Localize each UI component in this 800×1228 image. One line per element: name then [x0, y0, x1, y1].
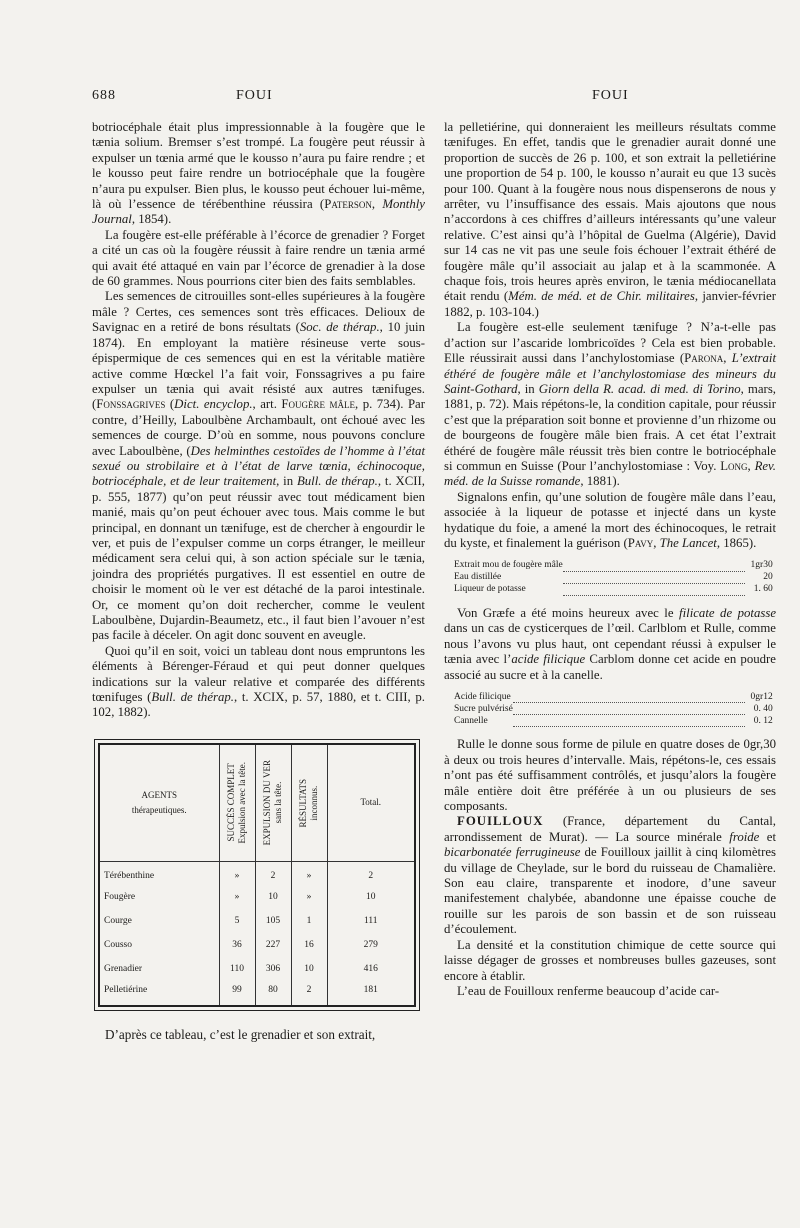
running-head-right: FOUI [592, 88, 629, 103]
recipe-table [454, 559, 773, 596]
table-cell: 10 [327, 886, 415, 910]
ingredient-label: Liqueur de potasse [454, 584, 526, 595]
header-text: RÉSULTATS inconnus. [298, 778, 319, 828]
paragraph: D’après ce tableau, c’est le grenadier et son extrait, [105, 1026, 376, 1042]
dot-leader [513, 688, 745, 700]
recipe-table [454, 691, 773, 728]
ingredient-label: Cannelle [454, 715, 488, 726]
paragraph: Rulle le donne sous forme de pilule en quatre doses de 0gr,30 à deux ou trois heures d’intervalle. Mais, répétons-le, ces essais n’ont pas été suffisamment contrôlés, et jusqu’alors la fougère mâle entière doit être préférée à un ou plusieurs de ses composants. [444, 737, 776, 814]
paragraph: Les semences de citrouilles sont-elles supérieures à la fougère mâle ? Certes, ces semences sont très efficaces. Delioux de Savignac en a retiré de bons résultats (Soc. de thérap., 10 juin 1874). En employant la matière résineuse verte sous-épispermique de ces semences qui en est la véritable matière active comme Hœckel l’a fait voir, Fonssagrives a pu faire expulser un tænia qui avait résisté aux autres tænifuges. (Fonssagrives (Dict. encyclop., art. Fougère mâle, p. 734). Par contre, d’Heilly, Laboulbène Archambault, ont échoué avec les semences de courge. D’où en somme, nous pouvons conclure avec Laboulbène, (Des helminthes cestoïdes de l’homme à l’état sexué ou strobilaire et à l’état de larve tœnia, échinocoque, botriocéphale, et de leur traitement, in Bull. de thérap., t. XCII, p. 555, 1877) qu’on peut réussir avec tout médicament bien manié, mais qu’on peut échouer avec tous. Mais comme le but principal, en donnant un tænifuge, est de chercher à engourdir le ver, et puis de l’expulser comme un corps étranger, le meilleur médicament sera celui qui, à son action spéciale sur le tænia, joindra des propriétés purgatives. Il est essentiel en outre de choisir le moment où le ver est détaché de la paroi intestinale. Or, ce moment qu’on doit rechercher, comme le veulent Laboulbène, Dujardin-Beaumetz, etc., il faut bien l’avouer n’est pas facile à déceler. On agit donc souvent en aveugle. [92, 289, 426, 643]
table-row [99, 910, 415, 934]
table-cell: 36 [219, 934, 255, 958]
ingredient-quantity: 0gr12 [750, 691, 773, 702]
ingredient-label: Acide filicique [454, 691, 511, 702]
table-cell: 80 [255, 982, 291, 1006]
ingredient-label: Eau distillée [454, 572, 502, 583]
table-cell: 2 [291, 982, 327, 1006]
table-cell: 2 [255, 862, 291, 886]
header-text: SUCCÈS COMPLET Expulsion avec la tête. [226, 762, 247, 844]
agent-name-cell: Grenadier [99, 958, 219, 982]
taenifuge-table [98, 743, 416, 1007]
table-header-cell [327, 744, 415, 862]
recipe-line [454, 715, 773, 727]
ingredient-quantity: 1gr30 [750, 560, 773, 571]
table-cell: » [219, 886, 255, 910]
recipe-line [454, 583, 773, 595]
table-cell: 105 [255, 910, 291, 934]
paragraph: La fougère est-elle préférable à l’écorce de grenadier ? Forget a cité un cas où la fougère réussit à faire rendre un tænia armé qui avait été attaqué en vain par l’écorce de grenadier à la dose de 60 grammes. Nous pourrions citer bien des faits semblables. [92, 227, 425, 289]
table-cell: 227 [255, 934, 291, 958]
table-cell: » [219, 862, 255, 886]
table-row [99, 862, 415, 886]
table-cell: 111 [327, 910, 415, 934]
table-cell: 181 [327, 982, 415, 1006]
table-cell: » [291, 862, 327, 886]
table-cell: 279 [327, 934, 415, 958]
table-cell: 2 [327, 862, 415, 886]
page-number: 688 [92, 88, 116, 103]
ingredient-quantity: 1. 60 [753, 584, 773, 595]
dot-leader [513, 700, 745, 712]
paragraph: Quoi qu’il en soit, voici un tableau dont nous empruntons les éléments à Bérenger-Féraud et qui peut donner quelques indications sur la valeur relative et comparée des différents tœnifuges (Bull. de thérap., t. XCIX, p. 57, 1880, et t. CIII, p. 102, 1882). [92, 643, 425, 720]
table-cell: 16 [291, 934, 327, 958]
dot-leader [513, 712, 745, 724]
agent-name-cell: Fougère [99, 886, 219, 910]
table-cell: 110 [219, 958, 255, 982]
table-header-cell [291, 744, 327, 862]
agent-name-cell: Cousso [99, 934, 219, 958]
paragraph: FOUILLOUX (France, département du Cantal, arrondissement de Murat). — La source minérale froide et bicarbonatée ferrugineuse de Fouilloux jaillit à cinq kilomètres du village de Cheylade, sur le bord du ruisseau de Chamalière. Son eau claire, transparente et inodore, d’une saveur manifestement chalybée, abandonne une épaisse couche de rouille sur les parois de son bassin et de son ruisseau d’écoulement. [444, 814, 777, 937]
table-cell: 416 [327, 958, 415, 982]
table-row [99, 886, 415, 910]
left-column [92, 120, 425, 1042]
table-header-cell [99, 744, 219, 862]
dot-leader [563, 568, 745, 580]
header-text: EXPULSION DU VER sans la tête. [262, 760, 283, 846]
ingredient-quantity: 0. 40 [753, 703, 773, 714]
right-column [444, 120, 776, 999]
table-cell: 10 [255, 886, 291, 910]
ingredient-quantity: 0. 12 [753, 715, 773, 726]
header-text: Total. [360, 797, 382, 808]
paragraph: Von Græfe a été moins heureux avec le filicate de potasse dans un cas de cysticerques de l’œil. Carlblom et Rulle, comme nous l’avons vu plus haut, ont cependant réussi à expulser le tænia avec l’acide filicique Carblom donne cet acide en poudre associé au sucre et à la canelle. [444, 605, 777, 682]
table-cell: » [291, 886, 327, 910]
paragraph: botriocéphale était plus impressionnable à la fougère que le tænia solium. Bremser s’est trompé. La fougère peut réussir à expulser un tœnia armé que le kousso n’aura pu faire rendre ; et le kousso peut faire rendre un botriocéphale que la fougère n’aura pu expulser. Bien plus, le kousso peut échouer lui-même, là où l’essence de térébenthine réussira (Paterson, Monthly Journal, 1854). [92, 120, 425, 227]
table-cell: 10 [291, 958, 327, 982]
table-header-cell [255, 744, 291, 862]
table-header-cell [219, 744, 255, 862]
ingredient-label: Extrait mou de fougère mâle [454, 560, 563, 571]
table-row [99, 958, 415, 982]
agent-name-cell: Térébenthine [99, 862, 219, 886]
entry-headword: FOUILLOUX [457, 814, 544, 829]
table-row [99, 934, 415, 958]
dot-leader [563, 556, 745, 568]
table-cell: 1 [291, 910, 327, 934]
running-head-left: FOUI [236, 88, 273, 103]
table-row [99, 982, 415, 1006]
agent-name-cell: Courge [99, 910, 219, 934]
header-text: AGENTS thérapeutiques. [131, 789, 187, 816]
ingredient-label: Sucre pulvérisé [454, 703, 513, 714]
paragraph: La densité et la constitution chimique de cette source qui laisse dégager de grosses et nombreuses bulles gazeuses, sont encore à établir. [444, 937, 776, 983]
table-cell: 306 [255, 958, 291, 982]
table-cell: 5 [219, 910, 255, 934]
agent-name-cell: Pelletiérine [99, 982, 219, 1006]
table-cell: 99 [219, 982, 255, 1006]
paragraph: L’eau de Fouilloux renferme beaucoup d’acide car- [457, 983, 720, 998]
paragraph: Signalons enfin, qu’une solution de fougère mâle dans l’eau, associée à la liqueur de potasse et injecté dans un kyste hydatique du foie, a amené la mort des échinocoques, le retrait du kyste, et finalement la guérison (Pavy, The Lancet, 1865). [444, 489, 776, 550]
ingredient-quantity: 20 [763, 572, 773, 583]
paragraph: la pelletiérine, qui donneraient les meilleurs résultats comme tænifuges. En effet, tandis que le grenadier aurait donné une proportion de succès de 26 p. 100, et son extrait la pelletiérine une proportion de 54 p. 100, le kousso n’aurait eu que 13 sucès pour 100. Quant à la fougère nous nous dispenserons de nous y arrêter, vu l’insuffisance des essais. Mais ajoutons que nous n’accordons à ces chiffres d’ailleurs intéressants qu’une valeur relative. C’est ainsi qu’à l’hôpital de Guelma (Algérie), David sur 14 cas ne vit pas une seule fois échouer l’extrait éthéré de fougère mâle qu’il associait au jalap et à la scammonée. A chaque fois, trois heures après environ, le tænia médiocanellata était rendu (Mém. de méd. et de Chir. militaires, janvier-février 1882, p. 103-104.) [444, 120, 777, 319]
paragraph: La fougère est-elle seulement tænifuge ? N’a-t-elle pas d’action sur l’ascaride lombricoïdes ? Cela est bien probable. Elle réussirait aussi dans l’anchylostomiase (Parona, L’extrait éthéré de fougère mâle et l’anchylostomiase des mineurs du Saint-Gothard, in Giorn della R. acad. di med. di Torino, mars, 1881, p. 72). Mais répétons-le, la condition capitale, pour réussir c’est que la préparation soit bonne et provienne d’un rhizome ou de bourgeons de fougère mâle bien frais. A cet état l’extrait éthéré de fougère mâle réussit très bien contre le botriocéphale si commun en Suisse (Pour l’anchylostomiase : Voy. Long, Rev. méd. de la Suisse romande, 1881). [444, 320, 777, 489]
dot-leader [563, 580, 745, 592]
